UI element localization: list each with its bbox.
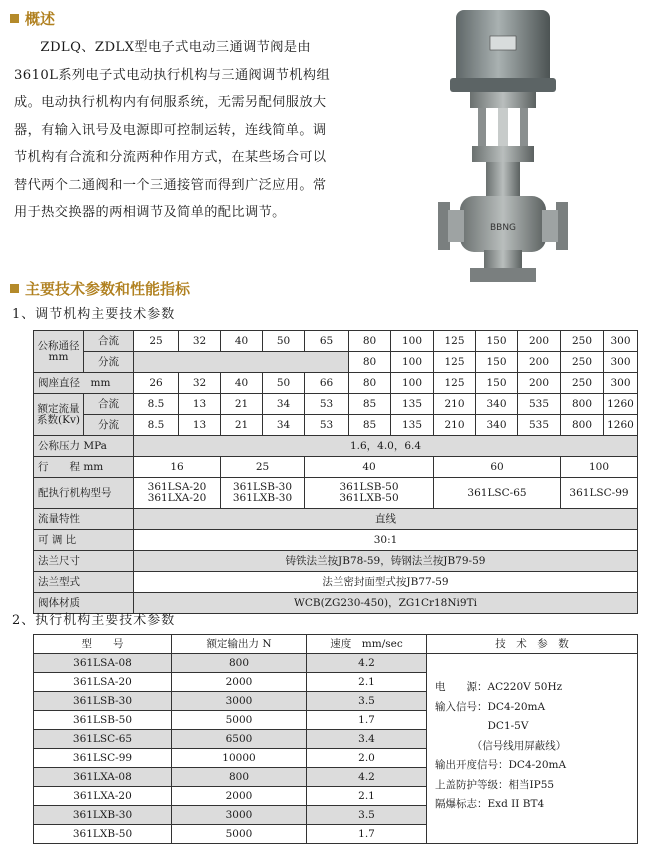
table-cell: 4.2 xyxy=(307,654,427,673)
table-row xyxy=(34,394,638,415)
table-cell: 300 xyxy=(604,331,638,352)
table-cell: 3000 xyxy=(172,692,307,711)
table-cell: 3.5 xyxy=(307,692,427,711)
actuator-label: 配执行机构型号 xyxy=(34,478,134,509)
table2-title: 2、执行机构主要技术参数 xyxy=(12,613,176,628)
table-cell: 125 xyxy=(434,331,476,352)
table-cell: 300 xyxy=(604,352,638,373)
ratio-label: 可 调 比 xyxy=(34,530,134,551)
table-cell: 34 xyxy=(263,394,305,415)
table-cell: 1260 xyxy=(604,415,638,436)
table-row xyxy=(34,415,638,436)
spec-line: 输出开度信号：DC4-20mA xyxy=(435,759,567,771)
dn-label: 公称通径 mm xyxy=(34,331,84,373)
table-row xyxy=(34,373,638,394)
table-row xyxy=(34,509,638,530)
overview-heading: 概述 xyxy=(10,8,55,29)
table-cell: 6500 xyxy=(172,730,307,749)
table-cell: 800 xyxy=(561,394,604,415)
column-header: 额定输出力 N xyxy=(172,635,307,654)
table-cell: 65 xyxy=(305,331,349,352)
ratio-value: 30:1 xyxy=(134,530,638,551)
table-cell: 250 xyxy=(561,352,604,373)
table-cell: 361LSA-08 xyxy=(34,654,172,673)
table-cell: 100 xyxy=(391,352,434,373)
table-cell: 361LXA-20 xyxy=(34,787,172,806)
table-cell: 85 xyxy=(349,394,391,415)
table-row xyxy=(34,331,638,352)
table-cell: 361LSC-99 xyxy=(561,478,638,509)
table-cell: 21 xyxy=(221,394,263,415)
table-cell: 2000 xyxy=(172,787,307,806)
table-cell: 40 xyxy=(305,457,434,478)
table-cell: 250 xyxy=(561,373,604,394)
seat-label: 阀座直径 mm xyxy=(34,373,134,394)
merge-label: 合流 xyxy=(84,331,134,352)
table-cell: 361LSB-50 361LXB-50 xyxy=(305,478,434,509)
column-header: 技 术 参 数 xyxy=(427,635,638,654)
heading-bullet-icon xyxy=(10,14,19,23)
table-cell: 150 xyxy=(476,373,518,394)
table-cell: 5000 xyxy=(172,825,307,844)
table-cell: 361LSA-20 361LXA-20 xyxy=(134,478,221,509)
table-cell: 80 xyxy=(349,331,391,352)
table-cell: 361LSB-50 xyxy=(34,711,172,730)
table-cell: 200 xyxy=(518,352,561,373)
table-row xyxy=(34,352,638,373)
table-cell: 2.1 xyxy=(307,787,427,806)
table-cell: 135 xyxy=(391,415,434,436)
table-cell: 13 xyxy=(179,394,221,415)
flange-type-value: 法兰密封面型式按JB77-59 xyxy=(134,572,638,593)
table-cell: 25 xyxy=(134,331,179,352)
table-cell: 32 xyxy=(179,373,221,394)
table-cell: 150 xyxy=(476,331,518,352)
table-cell: 32 xyxy=(179,331,221,352)
stroke-label: 行 程 mm xyxy=(34,457,134,478)
table-cell: 53 xyxy=(305,415,349,436)
table-cell: 13 xyxy=(179,415,221,436)
table1-title: 1、调节机构主要技术参数 xyxy=(12,307,176,322)
flow-char-value: 直线 xyxy=(134,509,638,530)
table-cell: 1.7 xyxy=(307,825,427,844)
table-cell: 8.5 xyxy=(134,394,179,415)
table-cell: 361LXB-50 xyxy=(34,825,172,844)
heading-bullet-icon xyxy=(10,284,19,293)
table-cell: 361LSC-99 xyxy=(34,749,172,768)
table-cell: 21 xyxy=(221,415,263,436)
table-cell: 361LXA-08 xyxy=(34,768,172,787)
flow-char-label: 流量特性 xyxy=(34,509,134,530)
table-row xyxy=(34,572,638,593)
table-cell: 100 xyxy=(391,331,434,352)
split-label: 分流 xyxy=(84,352,134,373)
table-cell: 50 xyxy=(263,331,305,352)
table-row xyxy=(34,530,638,551)
table-row xyxy=(34,551,638,572)
table-row xyxy=(34,457,638,478)
table-row xyxy=(34,635,638,654)
pressure-label: 公称压力 MPa xyxy=(34,436,134,457)
table-cell: 361LSA-20 xyxy=(34,673,172,692)
kv-label: 额定流量 系数(Kv) xyxy=(34,394,84,436)
table-cell: 2.0 xyxy=(307,749,427,768)
spec-line: DC1-5V xyxy=(435,720,529,732)
table-cell: 100 xyxy=(561,457,638,478)
table-cell: 8.5 xyxy=(134,415,179,436)
overview-text: ZDLQ、ZDLX型电子式电动三通调节阀是由3610L系列电子式电动执行机构与三通阀调节机构组成。电动执行机构内有伺服系统，无需另配伺服放大器，有输入讯号及电源即可控制运转，连线简单。调节机构有合流和分流两种作用方式，在某些场合可以替代两个二通阀和一个三通接管而得到广泛应用。常用于热交换器的两相调节及简单的配比调节。 xyxy=(14,40,331,220)
table-cell: 80 xyxy=(349,352,391,373)
table-cell: 66 xyxy=(305,373,349,394)
table-cell: 25 xyxy=(221,457,305,478)
actuator-spec-table xyxy=(33,634,638,844)
table-cell: 10000 xyxy=(172,749,307,768)
table-cell: 4.2 xyxy=(307,768,427,787)
table-cell: 361LXB-30 xyxy=(34,806,172,825)
spec-line: 电 源：AC220V 50Hz xyxy=(435,681,563,693)
table-cell: 85 xyxy=(349,415,391,436)
merge-label: 合流 xyxy=(84,394,134,415)
table-cell: 3000 xyxy=(172,806,307,825)
spec-line: （信号线用屏蔽线） xyxy=(435,739,567,752)
table-cell: 60 xyxy=(434,457,561,478)
table-row xyxy=(34,436,638,457)
table-cell: 340 xyxy=(476,394,518,415)
material-value: WCB(ZG230-450)，ZG1Cr18Ni9Ti xyxy=(134,593,638,614)
pressure-value: 1.6，4.0，6.4 xyxy=(134,436,638,457)
table-cell: 361LSC-65 xyxy=(434,478,561,509)
table-cell: 5000 xyxy=(172,711,307,730)
material-label: 阀体材质 xyxy=(34,593,134,614)
table-cell: 250 xyxy=(561,331,604,352)
table-cell: 80 xyxy=(349,373,391,394)
table-cell: 34 xyxy=(263,415,305,436)
table-cell: 150 xyxy=(476,352,518,373)
table-cell: 800 xyxy=(172,654,307,673)
table-cell: 53 xyxy=(305,394,349,415)
table-cell: 16 xyxy=(134,457,221,478)
table-cell: 800 xyxy=(561,415,604,436)
table-row xyxy=(34,654,638,673)
table-cell: 2000 xyxy=(172,673,307,692)
table-cell: 300 xyxy=(604,373,638,394)
table-cell: 40 xyxy=(221,373,263,394)
table-cell: 40 xyxy=(221,331,263,352)
table-cell: 135 xyxy=(391,394,434,415)
spec-line: 隔爆标志：Exd II BT4 xyxy=(435,798,545,810)
flange-type-label: 法兰型式 xyxy=(34,572,134,593)
table-cell: 361LSC-65 xyxy=(34,730,172,749)
table-cell: 3.5 xyxy=(307,806,427,825)
spec-heading: 主要技术参数和性能指标 xyxy=(10,278,190,299)
table-cell: 535 xyxy=(518,415,561,436)
table-cell: 210 xyxy=(434,394,476,415)
table-cell: 361LSB-30 xyxy=(34,692,172,711)
table-cell: 100 xyxy=(391,373,434,394)
table-cell: 26 xyxy=(134,373,179,394)
column-header: 型 号 xyxy=(34,635,172,654)
spec-line: 输入信号：DC4-20mA xyxy=(435,700,546,713)
table-cell: 361LSB-30 361LXB-30 xyxy=(221,478,305,509)
valve-spec-table xyxy=(33,330,638,614)
table-cell: 1260 xyxy=(604,394,638,415)
column-header: 速度 mm/sec xyxy=(307,635,427,654)
valve-nameplate-text: BBNG xyxy=(489,223,517,233)
table-cell: 3.4 xyxy=(307,730,427,749)
table-cell-empty xyxy=(134,352,349,373)
table-cell: 200 xyxy=(518,331,561,352)
table-cell: 200 xyxy=(518,373,561,394)
spec-line: 上盖防护等级：相当IP55 xyxy=(435,778,555,791)
tech-spec-cell xyxy=(427,654,638,844)
table-cell: 1.7 xyxy=(307,711,427,730)
table-cell: 535 xyxy=(518,394,561,415)
flange-size-label: 法兰尺寸 xyxy=(34,551,134,572)
table-cell: 50 xyxy=(263,373,305,394)
table-cell: 800 xyxy=(172,768,307,787)
split-label: 分流 xyxy=(84,415,134,436)
table-cell: 210 xyxy=(434,415,476,436)
table-row xyxy=(34,478,638,509)
table-cell: 125 xyxy=(434,373,476,394)
flange-size-value: 铸铁法兰按JB78-59，铸钢法兰按JB79-59 xyxy=(134,551,638,572)
table-cell: 340 xyxy=(476,415,518,436)
valve-image xyxy=(434,6,572,291)
table-cell: 2.1 xyxy=(307,673,427,692)
table-cell: 125 xyxy=(434,352,476,373)
